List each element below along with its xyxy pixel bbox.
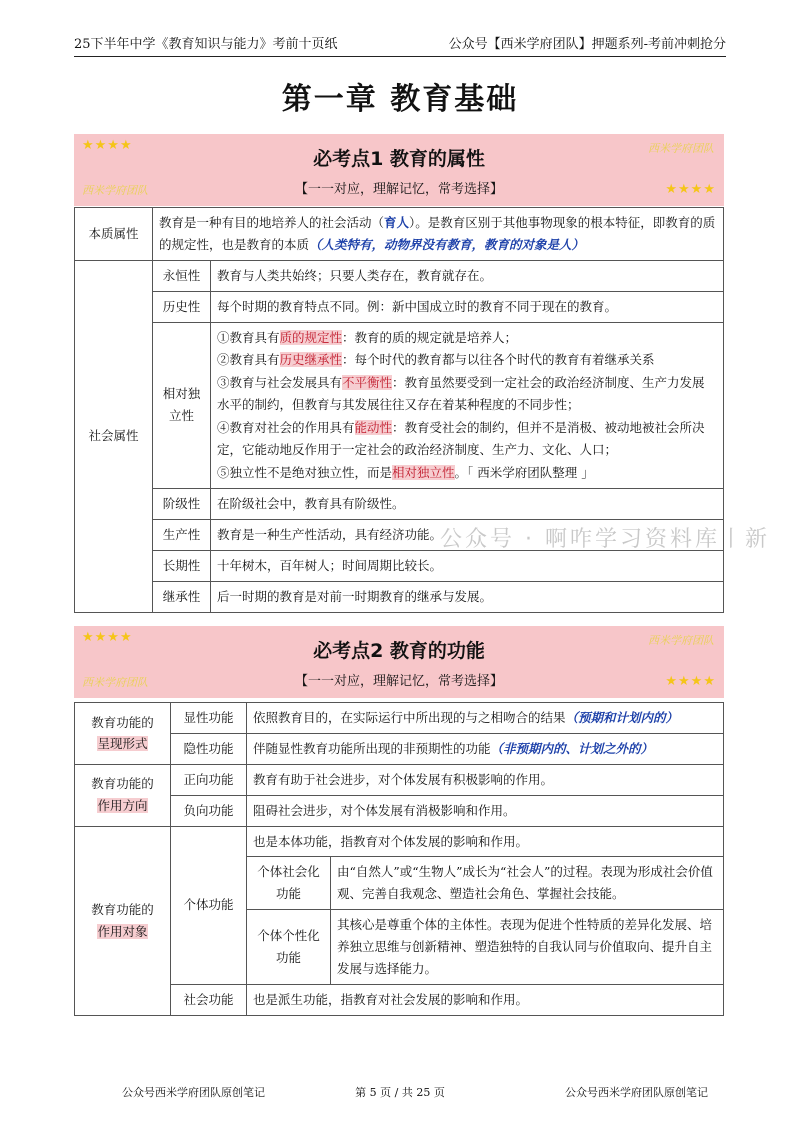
row-text: 在阶级社会中，教育具有阶级性。 — [211, 489, 724, 520]
row-label: 正向功能 — [171, 764, 247, 795]
row-text: 也是本体功能，指教育对个体发展的影响和作用。 — [247, 826, 724, 857]
row-label: 个体个性化功能 — [247, 910, 331, 985]
row-label: 相对独立性 — [153, 322, 211, 489]
table-row — [75, 291, 724, 322]
brand-mark: 西米学府团队 — [648, 142, 714, 155]
section2-banner — [74, 626, 724, 698]
list-item: ①教育具有质的规定性：教育的质的规定就是培养人； — [217, 329, 518, 345]
header-divider — [74, 56, 726, 57]
brand-mark: 西米学府团队 — [82, 184, 148, 197]
row-text: 教育是一种生产性活动，具有经济功能。 — [211, 519, 724, 550]
row-label: 显性功能 — [171, 703, 247, 734]
functions-table — [74, 702, 724, 1016]
table-row — [75, 322, 724, 489]
footer-left: 公众号西米学府团队原创笔记 — [122, 1086, 265, 1099]
row-label: 本质属性 — [75, 208, 153, 261]
row-text: 伴随显性教育功能所出现的非预期性的功能（非预期内的、计划之外的） — [247, 733, 724, 764]
table-row — [75, 764, 724, 795]
section1-subtitle: 【一一对应，理解记忆，常考选择】 — [294, 182, 503, 197]
header-right: 公众号【西米学府团队】押题系列-考前冲刺抢分 — [448, 37, 726, 52]
header-left: 25下半年中学《教育知识与能力》考前十页纸 — [74, 37, 338, 52]
table-row — [75, 703, 724, 734]
row-text: 每个时期的教育特点不同。例：新中国成立时的教育不同于现在的教育。 — [211, 291, 724, 322]
table-row — [75, 550, 724, 581]
stars-icon: ★★★★ — [665, 674, 716, 689]
row-label: 社会属性 — [75, 260, 153, 612]
table-row — [75, 733, 724, 764]
row-label: 继承性 — [153, 581, 211, 612]
page-number: 第 5 页 / 共 25 页 — [355, 1086, 445, 1099]
row-text: 由“自然人”或“生物人”成长为“社会人”的过程。表现为形成社会价值观、完善自我观念、塑造社会角色、掌握社会技能。 — [331, 857, 724, 910]
row-label: 隐性功能 — [171, 733, 247, 764]
row-label: 个体功能 — [171, 826, 247, 984]
row-label: 历史性 — [153, 291, 211, 322]
row-label: 长期性 — [153, 550, 211, 581]
row-text: 也是派生功能，指教育对社会发展的影响和作用。 — [247, 984, 724, 1015]
list-item: ⑤独立性不是绝对独立性，而是相对独立性。「 西米学府团队整理 」 — [217, 464, 594, 480]
row-label: 个体社会化功能 — [247, 857, 331, 910]
row-text: 依照教育目的，在实际运行中所出现的与之相吻合的结果（预期和计划内的） — [247, 703, 724, 734]
table-row — [75, 826, 724, 857]
section1-banner — [74, 134, 724, 206]
chapter-title: 第一章 教育基础 — [281, 82, 519, 117]
row-label: 社会功能 — [171, 984, 247, 1015]
row-label: 负向功能 — [171, 795, 247, 826]
row-text: 教育有助于社会进步，对个体发展有积极影响的作用。 — [247, 764, 724, 795]
section2-title: 必考点2 教育的功能 — [313, 640, 485, 662]
row-label: 生产性 — [153, 519, 211, 550]
row-text: 教育与人类共始终；只要人类存在，教育就存在。 — [211, 260, 724, 291]
table-row — [75, 208, 724, 261]
table-row — [75, 795, 724, 826]
page-header — [74, 28, 726, 52]
table-row — [75, 489, 724, 520]
table-row — [75, 984, 724, 1015]
essential-text: 教育是一种有目的地培养人的社会活动（育人）。是教育区别于其他事物现象的根本特征，即教育的质的规定性，也是教育的本质（人类特有，动物界没有教育，教育的对象是人） — [153, 208, 724, 261]
group-label: 教育功能的 呈现形式 — [75, 703, 171, 765]
stars-icon: ★★★★ — [82, 630, 133, 645]
relative-independence-list — [211, 322, 724, 489]
row-label: 阶级性 — [153, 489, 211, 520]
section1-title: 必考点1 教育的属性 — [313, 148, 485, 170]
group-label: 教育功能的 作用方向 — [75, 764, 171, 826]
footer-right: 公众号西米学府团队原创笔记 — [565, 1086, 708, 1099]
stars-icon: ★★★★ — [665, 182, 716, 197]
group-label: 教育功能的 作用对象 — [75, 826, 171, 1015]
brand-mark: 西米学府团队 — [648, 634, 714, 647]
section2-subtitle: 【一一对应，理解记忆，常考选择】 — [294, 674, 503, 689]
table-row — [75, 260, 724, 291]
row-text: 十年树木，百年树人；时间周期比较长。 — [211, 550, 724, 581]
table-row — [75, 581, 724, 612]
brand-mark: 西米学府团队 — [82, 676, 148, 689]
row-text: 其核心是尊重个体的主体性。表现为促进个性特质的差异化发展、培养独立思维与创新精神、塑造独特的自我认同与价值取向、提升自主发展与选择能力。 — [331, 910, 724, 985]
watermark-text: 公众号 · 啊咋学习资料库丨新 — [440, 527, 770, 552]
list-item: ③教育与社会发展具有不平衡性：教育虽然要受到一定社会的政治经济制度、生产力发展水平的制约，但教育与其发展往往又存在着某种程度的不同步性； — [217, 374, 705, 412]
list-item: ②教育具有历史继承性：每个时代的教育都与以往各个时代的教育有着继承关系 — [217, 352, 655, 367]
row-text: 后一时期的教育是对前一时期教育的继承与发展。 — [211, 581, 724, 612]
list-item: ④教育对社会的作用具有能动性：教育受社会的制约，但并不是消极、被动地被社会所决定，它能动地反作用于一定社会的政治经济制度、生产力、文化、人口； — [217, 419, 705, 457]
stars-icon: ★★★★ — [82, 138, 133, 153]
row-text: 阻碍社会进步，对个体发展有消极影响和作用。 — [247, 795, 724, 826]
row-label: 永恒性 — [153, 260, 211, 291]
